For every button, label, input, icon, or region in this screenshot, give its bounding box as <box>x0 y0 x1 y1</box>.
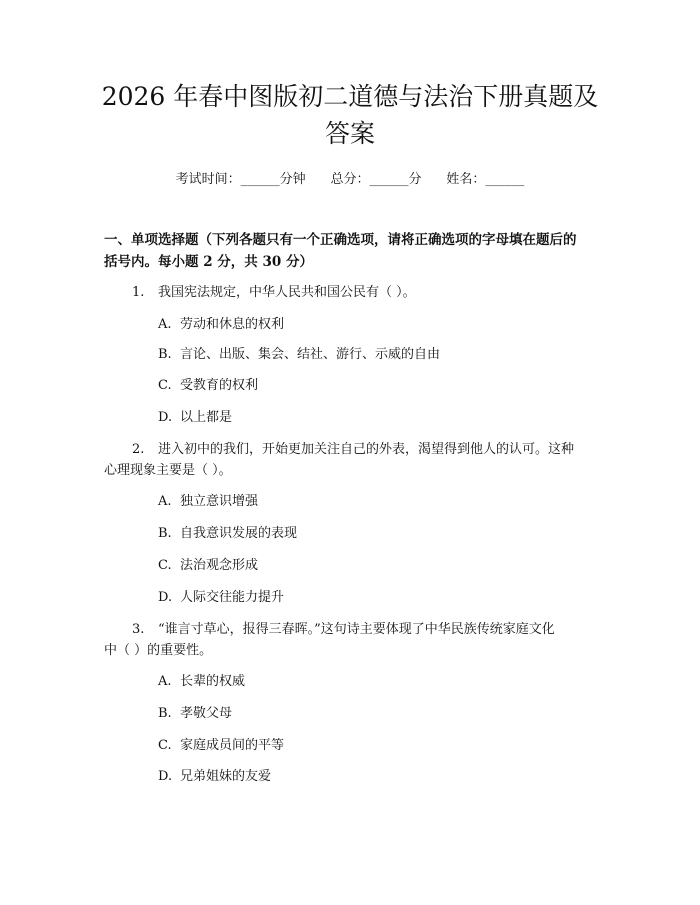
option-text: 人际交往能力提升 <box>180 590 285 605</box>
option-text: 法治观念形成 <box>180 558 259 573</box>
option-text: 兄弟姐妹的友爱 <box>180 769 272 784</box>
title-line-1: 2026 年春中图版初二道德与法治下册真题及 <box>101 82 599 111</box>
option-letter: A. <box>158 317 172 332</box>
option-letter: A. <box>158 494 172 509</box>
option-letter: C. <box>158 558 172 573</box>
option-letter: D. <box>158 590 173 605</box>
question-number: 2. <box>132 442 145 457</box>
option-text: 言论、出版、集会、结社、游行、示威的自由 <box>180 347 441 362</box>
option-text: 孝敬父母 <box>180 706 233 721</box>
exam-info-line <box>0 168 700 187</box>
time-blank: ______ <box>240 172 280 187</box>
option-letter: C. <box>158 378 172 393</box>
option-letter: C. <box>158 738 172 753</box>
question-text: 进入初中的我们，开始更加关注自己的外表，渴望得到他人的认可。这种 <box>158 442 575 457</box>
document-title <box>90 78 610 152</box>
score-label: 总分： <box>330 172 370 187</box>
option-text: 自我意识发展的表现 <box>180 526 298 541</box>
option-text: 劳动和休息的权利 <box>180 317 285 332</box>
score-blank: ______ <box>369 172 409 187</box>
name-blank: ______ <box>485 172 525 187</box>
option-letter: B. <box>158 706 172 721</box>
title-line-2: 答案 <box>324 119 375 148</box>
option-letter: A. <box>158 674 172 689</box>
question-text: “谁言寸草心，报得三春晖。”这句诗主要体现了中华民族传统家庭文化 <box>158 622 555 637</box>
option-letter: B. <box>158 347 172 362</box>
option-letter: D. <box>158 410 173 425</box>
option-letter: B. <box>158 526 172 541</box>
question-number: 3. <box>132 622 145 637</box>
option-letter: D. <box>158 769 173 784</box>
option-text: 独立意识增强 <box>180 494 259 509</box>
question-text: 心理现象主要是（ ）。 <box>104 463 232 478</box>
option-text: 长辈的权威 <box>180 674 246 689</box>
option-text: 以上都是 <box>180 410 233 425</box>
question-number: 1. <box>132 285 145 300</box>
score-unit: 分 <box>408 172 422 187</box>
section-heading-line-1: 一、单项选择题（下列各题只有一个正确选项，请将正确选项的字母填在题后的 <box>104 232 577 248</box>
question-text: 我国宪法规定，中华人民共和国公民有（ ）。 <box>158 285 416 300</box>
option-text: 家庭成员间的平等 <box>180 738 285 753</box>
section-heading <box>104 229 604 273</box>
time-label: 考试时间： <box>175 172 241 187</box>
time-unit: 分钟 <box>279 172 306 187</box>
name-label: 姓名： <box>446 172 486 187</box>
option-text: 受教育的权利 <box>180 378 259 393</box>
section-heading-line-2: 括号内。每小题 2 分，共 30 分） <box>104 254 313 270</box>
question-text: 中（ ）的重要性。 <box>104 643 213 658</box>
